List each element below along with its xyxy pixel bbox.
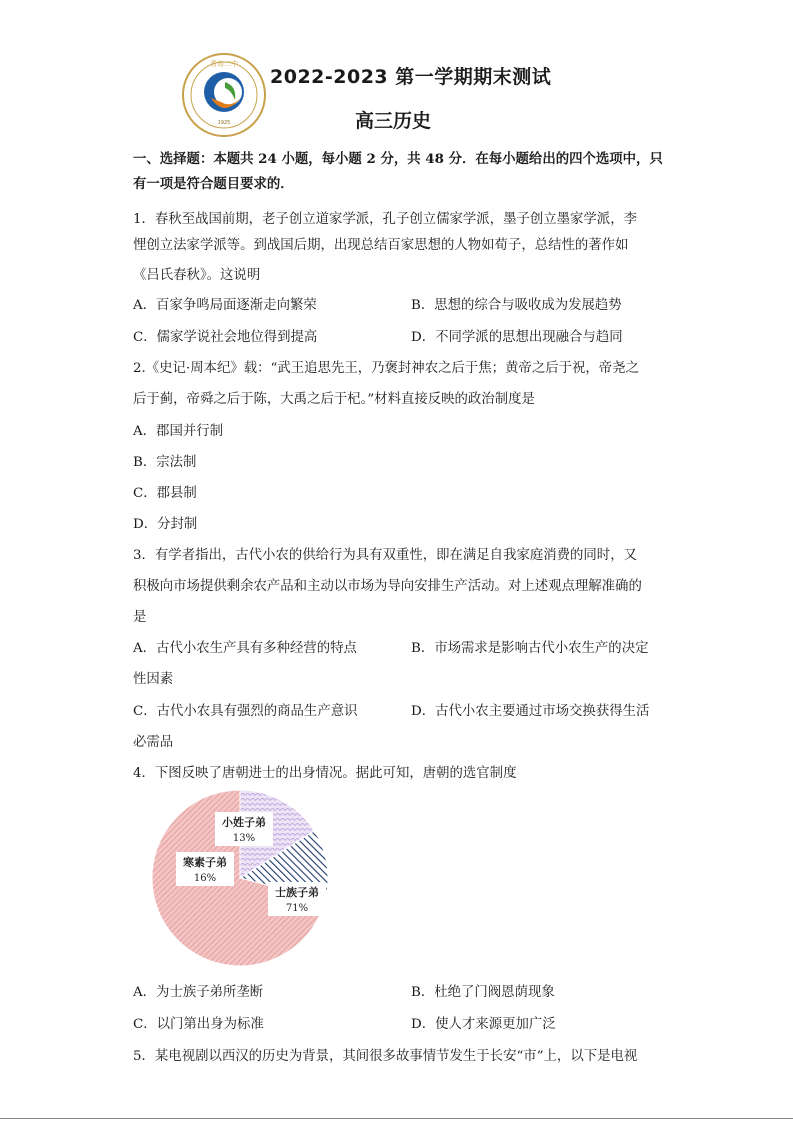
q1-line2: 悝创立法家学派等。到战国后期，出现总结百家思想的人物如荀子，总结性的著作如 <box>133 238 629 253</box>
q4-line1: 4．下图反映了唐朝进士的出身情况。据此可知，唐朝的选官制度 <box>133 766 517 781</box>
q2-line2: 后于蓟，帝舜之后于陈，大禹之后于杞。”材料直接反映的政治制度是 <box>133 392 535 407</box>
q3-option-c[interactable]: C．古代小农具有强烈的商品生产意识 <box>133 704 358 719</box>
q4-option-d[interactable]: D．使人才来源更加广泛 <box>411 1017 556 1032</box>
q4-option-a[interactable]: A．为士族子弟所垄断 <box>133 985 264 1000</box>
q2-option-a[interactable]: A．郡国并行制 <box>133 424 224 439</box>
q3-option-d-cont: 必需品 <box>133 735 174 750</box>
pie-label-value-0: 71% <box>285 903 309 914</box>
logo-year: 1925 <box>217 120 231 126</box>
exam-subtitle: 高三历史 <box>355 110 432 132</box>
pie-label-name-0: 士族子弟 <box>275 886 319 899</box>
q3-option-a[interactable]: A．古代小农生产具有多种经营的特点 <box>133 641 357 656</box>
q1-option-d[interactable]: D．不同学派的思想出现融合与趋同 <box>411 330 623 345</box>
school-logo <box>181 52 267 138</box>
q2-option-b[interactable]: B．宗法制 <box>133 455 197 470</box>
q2-option-d[interactable]: D．分封制 <box>133 517 198 532</box>
q1-option-b[interactable]: B．思想的综合与吸收成为发展趋势 <box>411 298 622 313</box>
pie-label-value-2: 13% <box>232 833 256 844</box>
q1-option-c[interactable]: C．儒家学说社会地位得到提高 <box>133 330 318 345</box>
q3-option-d[interactable]: D．古代小农主要通过市场交换获得生活 <box>411 704 650 719</box>
q3-line1: 3．有学者指出，古代小农的供给行为具有双重性，即在满足自我家庭消费的同时，又 <box>133 548 637 563</box>
q3-option-b-cont: 性因素 <box>133 672 174 687</box>
pie-chart <box>140 788 340 968</box>
q1-line1: 1．春秋至战国前期，老子创立道家学派，孔子创立儒家学派，墨子创立墨家学派，李 <box>133 212 637 227</box>
q2-line1: 2.《史记·周本纪》载：“武王追思先王，乃褒封神农之后于焦；黄帝之后于祝，帝尧之 <box>133 361 639 376</box>
page-bottom-rule <box>0 1118 793 1119</box>
q4-option-b[interactable]: B．杜绝了门阀恩荫现象 <box>411 985 555 1000</box>
pie-label-name-1: 寒素子弟 <box>183 856 227 869</box>
q2-option-c[interactable]: C．郡县制 <box>133 486 197 501</box>
pie-label-value-1: 16% <box>193 873 217 884</box>
section-heading-line1: 一、选择题：本题共 24 小题，每小题 2 分，共 48 分．在每小题给出的四个选项中，只 <box>133 151 663 167</box>
q1-option-a[interactable]: A．百家争鸣局面逐渐走向繁荣 <box>133 298 317 313</box>
exam-title: 2022-2023 第一学期期末测试 <box>270 66 552 88</box>
q1-line3: 《吕氏春秋》。这说明 <box>133 268 261 283</box>
pie-label-name-2: 小姓子弟 <box>222 816 266 829</box>
section-heading-line2: 有一项是符合题目要求的． <box>133 176 294 192</box>
logo-text: 青岛二中 <box>210 60 238 68</box>
q4-option-c[interactable]: C．以门第出身为标准 <box>133 1017 264 1032</box>
q5-line1: 5．某电视剧以西汉的历史为背景，其间很多故事情节发生于长安“市”上，以下是电视 <box>133 1049 638 1064</box>
q3-option-b[interactable]: B．市场需求是影响古代小农生产的决定 <box>411 641 649 656</box>
q3-line3: 是 <box>133 610 147 625</box>
q3-line2: 积极向市场提供剩余农产品和主动以市场为导向安排生产活动。对上述观点理解准确的 <box>133 579 642 594</box>
